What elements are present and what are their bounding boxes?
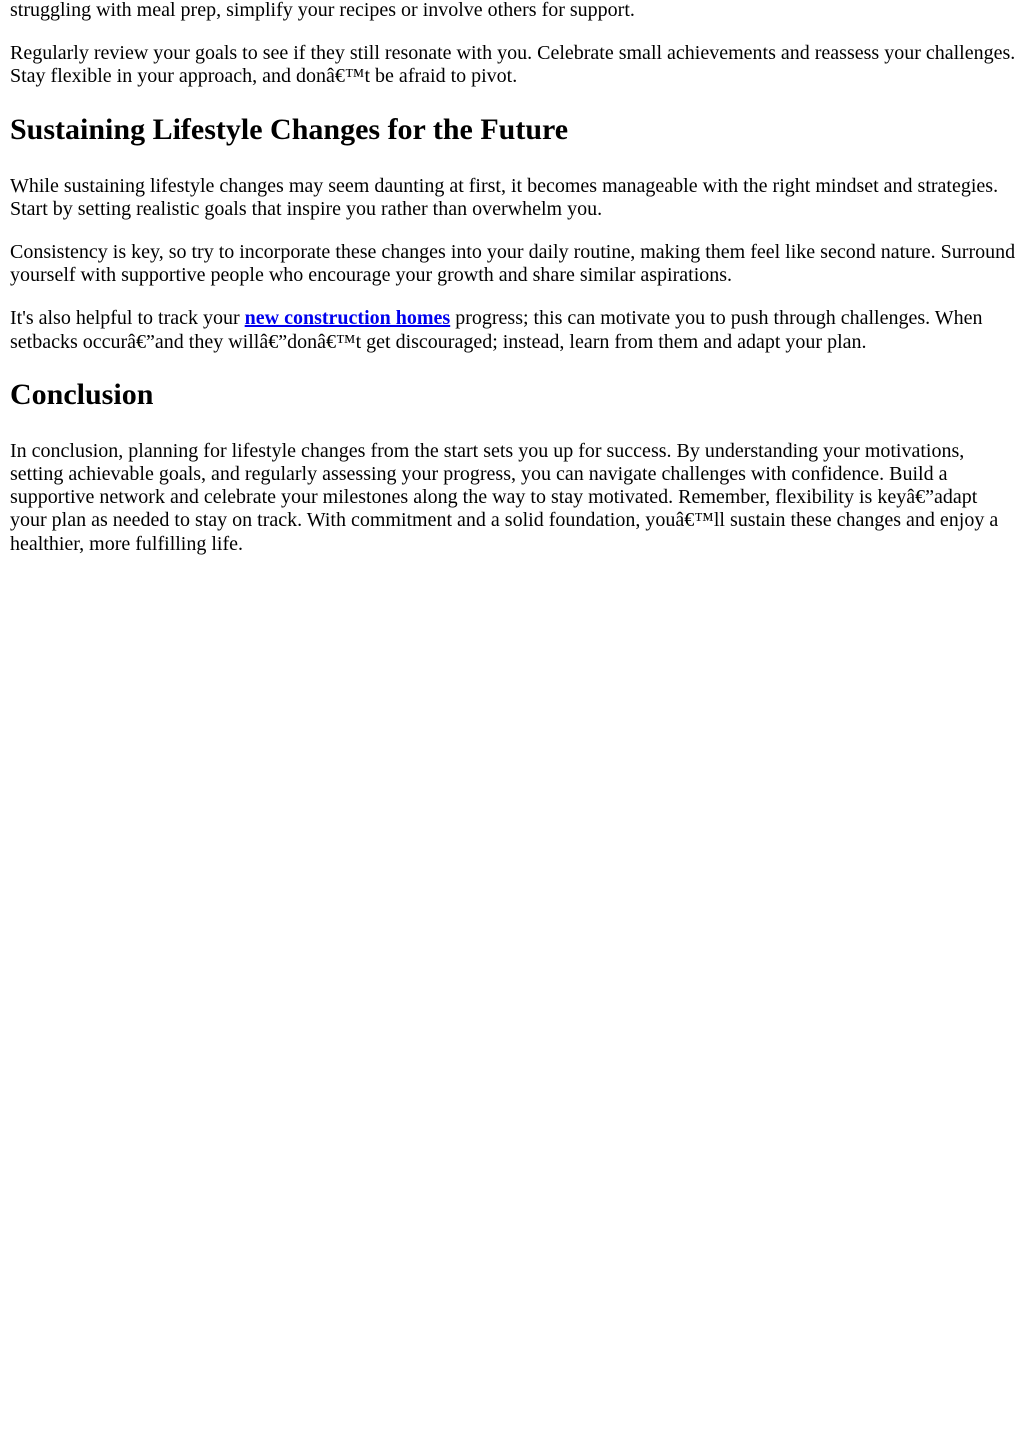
paragraph-track-progress — [10, 307, 1018, 353]
heading-conclusion: Conclusion — [10, 377, 154, 411]
heading-sustaining-lifestyle: Sustaining Lifestyle Changes for the Future — [10, 112, 569, 146]
track-progress-text-before: It's also helpful to track your — [10, 307, 245, 330]
new-construction-homes-link[interactable]: new construction homes — [244, 307, 451, 330]
paragraph-consistency: Consistency is key, so try to incorporate these changes into your daily routine, making them feel like second nature. Surround yourself with supportive people who encourage your growth and share similar aspirations. — [10, 241, 1016, 287]
article-body — [0, 0, 1024, 556]
paragraph-meal-prep: struggling with meal prep, simplify your recipes or involve others for support. — [10, 0, 635, 21]
paragraph-conclusion: In conclusion, planning for lifestyle changes from the start sets you up for success. By understanding your motivations, setting achievable goals, and regularly assessing your progress, you can navigate challenges with confidence. Build a supportive network and celebrate your milestones along the way to stay motivated. Remember, flexibility is keyâ€”adapt your plan as needed to stay on track. With commitment and a solid foundation, youâ€™ll sustain these changes and enjoy a healthier, more fulfilling life. — [10, 439, 999, 555]
paragraph-review-goals: Regularly review your goals to see if they still resonate with you. Celebrate small achievements and reassess your challenges. Stay flexible in your approach, and donâ€™t be afraid to pivot. — [10, 42, 1016, 88]
track-progress-text-after: progress; this can motivate you to push through challenges. When setbacks occurâ€”and they willâ€”donâ€™t get discouraged; instead, learn from them and adapt your plan. — [10, 307, 983, 353]
paragraph-sustaining-intro: While sustaining lifestyle changes may seem daunting at first, it becomes manageable with the right mindset and strategies. Start by setting realistic goals that inspire you rather than overwhelm you. — [10, 174, 999, 220]
